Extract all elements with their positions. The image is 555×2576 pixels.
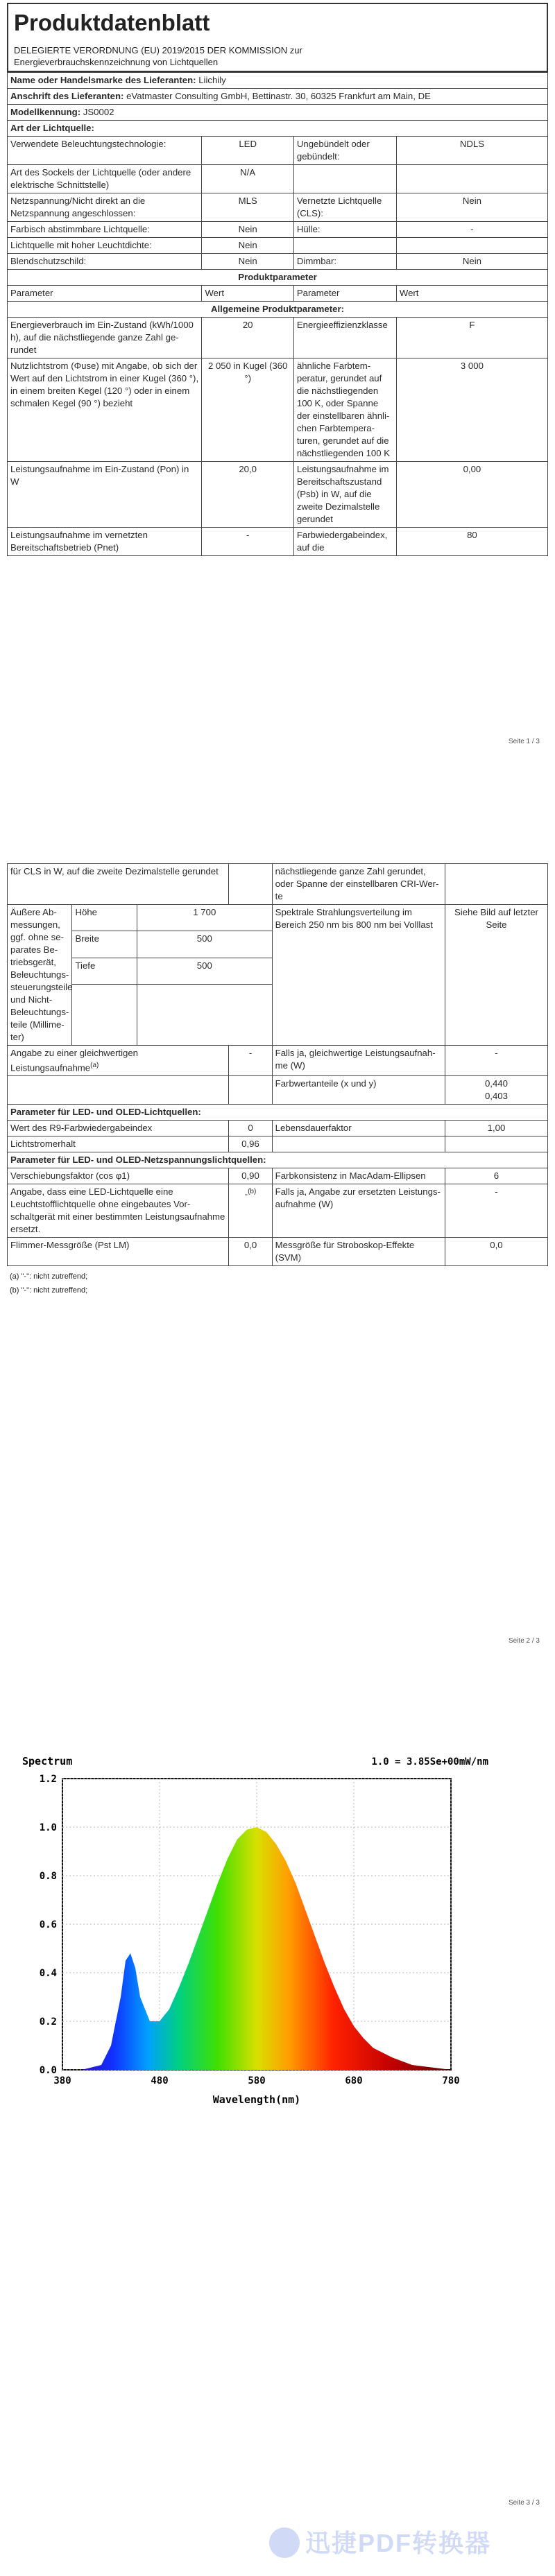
dimensions-row: Äußere Abmessungen, ggf. ohne separates Betriebsgerät, Beleuchtungssteuerungsteile und Nicht-Beleuchtungsteile (Millimeter) Höhe 1 700 Spektrale Strahlungsverteilung im Bereich 250 nm bis 800 nm bei Volllast Siehe Bild auf letzter Seite	[8, 905, 548, 931]
document-subtitle-1: DELEGIERTE VERORDNUNG (EU) 2019/2015 DER KOMMISSION zur	[14, 45, 302, 55]
light-type-row: Lichtquelle mit hoher Leuchtdichte: Nein	[8, 238, 548, 254]
document-title: Produktdatenblatt	[14, 10, 210, 35]
model-row: Modellkennung: JS0002	[8, 105, 548, 121]
x-axis-label: Wavelength(nm)	[212, 2093, 301, 2106]
product-params-section: Produktparameter	[8, 270, 548, 286]
led-params-section: Parameter für LED- und OLED-Lichtquellen:	[8, 1105, 548, 1121]
datasheet-table-page-1	[7, 72, 548, 556]
y-tick-label: 0.0	[39, 2065, 57, 2076]
dimensions-row: Breite 500	[8, 931, 548, 958]
light-type-row: Art des Sockels der Lichtquelle (oder andere elektrische Schnittstelle) N/A	[8, 165, 548, 193]
y-tick-label: 1.0	[39, 1822, 57, 1833]
page-2	[0, 763, 555, 1657]
x-tick-label: 580	[248, 2075, 266, 2086]
equivalent-power-row: Angabe zu einer gleichwertigen Leistungsaufnahme$^{(a)}$ - Falls ja, gleichwertige Leistungsaufnahme (W) -	[8, 1046, 548, 1076]
watermark-logo-icon	[269, 2527, 300, 2558]
product-param-row: Leistungsaufnahme im Ein-Zustand (Pon) in W 20,0 Leistungsaufnahme im Bereitschaftszustand (Psb) in W, auf die zweite Dezimalstelle gerundet 0,00	[8, 462, 548, 528]
y-tick-label: 1.2	[39, 1774, 57, 1785]
general-params-section: Allgemeine Produktparameter:	[8, 302, 548, 318]
light-type-row: Blendschutzschild: Nein Dimmbar: Nein	[8, 254, 548, 270]
page-number-3: Seite 3 / 3	[508, 2499, 540, 2507]
y-tick-label: 0.8	[39, 1871, 57, 1882]
chromaticity-row: Farbwertanteile (x und y) 0,440 0,403	[8, 1076, 548, 1105]
replacement-row: Angabe, dass eine LED-Lichtquelle eine Leuchtstofflichtquelle ohne eingebautes Vorschaltgerät mit einer bestimmten Leistungsaufnahme ersetzt. -$^{(b)}$ Falls ja, Angabe zur ersetzten Leistungsaufnahme (W) -	[8, 1184, 548, 1238]
supplier-address-row: Anschrift des Lieferanten: eVatmaster Consulting GmbH, Bettinastr. 30, 60325 Frankfurt am Main, DE	[8, 89, 548, 105]
light-type-row: Farbisch abstimmbare Lichtquelle: Nein Hülle: -	[8, 222, 548, 238]
product-param-row: Energieverbrauch im Ein-Zustand (kWh/1000 h), auf die nächstliegende ganze Zahl gerundet 20 Energieeffizienzklasse F	[8, 318, 548, 358]
product-param-row: Leistungsaufnahme im vernetzten Bereitschaftsbetrieb (Pnet) - Farbwiedergabeindex, auf die 80	[8, 528, 548, 556]
spectrum-chart	[21, 1751, 490, 2111]
chart-annotation: 1.0 = 3.85Se+00mW/nm	[371, 1756, 488, 1767]
spectrum-svg	[21, 1751, 490, 2111]
y-tick-label: 0.2	[39, 2016, 57, 2028]
light-type-row: Verwendete Beleuchtungstechnologie: LED Ungebündelt oder gebündelt: NDLS	[8, 137, 548, 165]
flicker-row: Flimmer-Messgröße (Pst LM) 0,0 Messgröße für Stroboskop-Effekte (SVM) 0,0	[8, 1238, 548, 1266]
footnote-b: (b) "-": nicht zutreffend;	[10, 1286, 88, 1295]
page-3	[0, 1657, 555, 2576]
title-box	[7, 3, 548, 72]
light-type-row: Netzspannung/Nicht direkt an die Netzspannung angeschlossen: MLS Vernetzte Lichtquelle (CLS): Nein	[8, 193, 548, 222]
product-params-header-row: Parameter Wert Parameter Wert	[8, 286, 548, 302]
r9-row: Wert des R9-Farbwiedergabeindex 0 Lebensdauerfaktor 1,00	[8, 1121, 548, 1136]
x-tick-label: 380	[53, 2075, 71, 2086]
y-tick-label: 0.4	[39, 1968, 57, 1979]
dimensions-row: Tiefe 500	[8, 958, 548, 984]
page-number-2: Seite 2 / 3	[508, 1637, 540, 1645]
cos-row: Verschiebungsfaktor (cos φ1) 0,90 Farbkonsistenz in MacAdam-Ellipsen 6	[8, 1168, 548, 1184]
mains-params-section: Parameter für LED- und OLED-Netzspannungslichtquellen:	[8, 1152, 548, 1168]
watermark-text: 迅捷PDF转换器	[305, 2529, 492, 2557]
page-1	[0, 0, 555, 763]
y-tick-label: 0.6	[39, 1919, 57, 1930]
document-subtitle-2: Energieverbrauchskennzeichnung von Lichtquellen	[14, 57, 219, 67]
x-tick-label: 680	[345, 2075, 363, 2086]
maintenance-row: Lichtstromerhalt 0,96	[8, 1136, 548, 1152]
light-type-section: Art der Lichtquelle:	[8, 121, 548, 137]
footnote-a: (a) "-": nicht zutreffend;	[10, 1272, 88, 1281]
supplier-name-row: Name oder Handelsmarke des Lieferanten: Liichily	[8, 73, 548, 89]
datasheet-table-page-2	[7, 863, 548, 1266]
product-param-row: Nutzlichtstrom (Φuse) mit Angabe, ob sich der Wert auf den Lichtstrom in einer Kugel (360 °), in einem breiten Kegel (120 °) oder in einem schmalen Kegel (90 °) bezieht 2 050 in Kugel (360 °) ähnliche Farbtemperatur, gerundet auf die nächstliegenden 100 K, oder Spanne der einstellbaren ähnlichen Farbtemperaturen, gerundet auf die nächstliegenden 100 K 3 000	[8, 358, 548, 462]
continued-row: für CLS in W, auf die zweite Dezimalstelle gerundet nächstliegende ganze Zahl gerundet, oder Spanne der einstellbaren CRI-Werte	[8, 864, 548, 905]
x-tick-label: 780	[442, 2075, 460, 2086]
chart-title: Spectrum	[22, 1755, 73, 1767]
page-number-1: Seite 1 / 3	[508, 738, 540, 745]
x-tick-label: 480	[151, 2075, 169, 2086]
